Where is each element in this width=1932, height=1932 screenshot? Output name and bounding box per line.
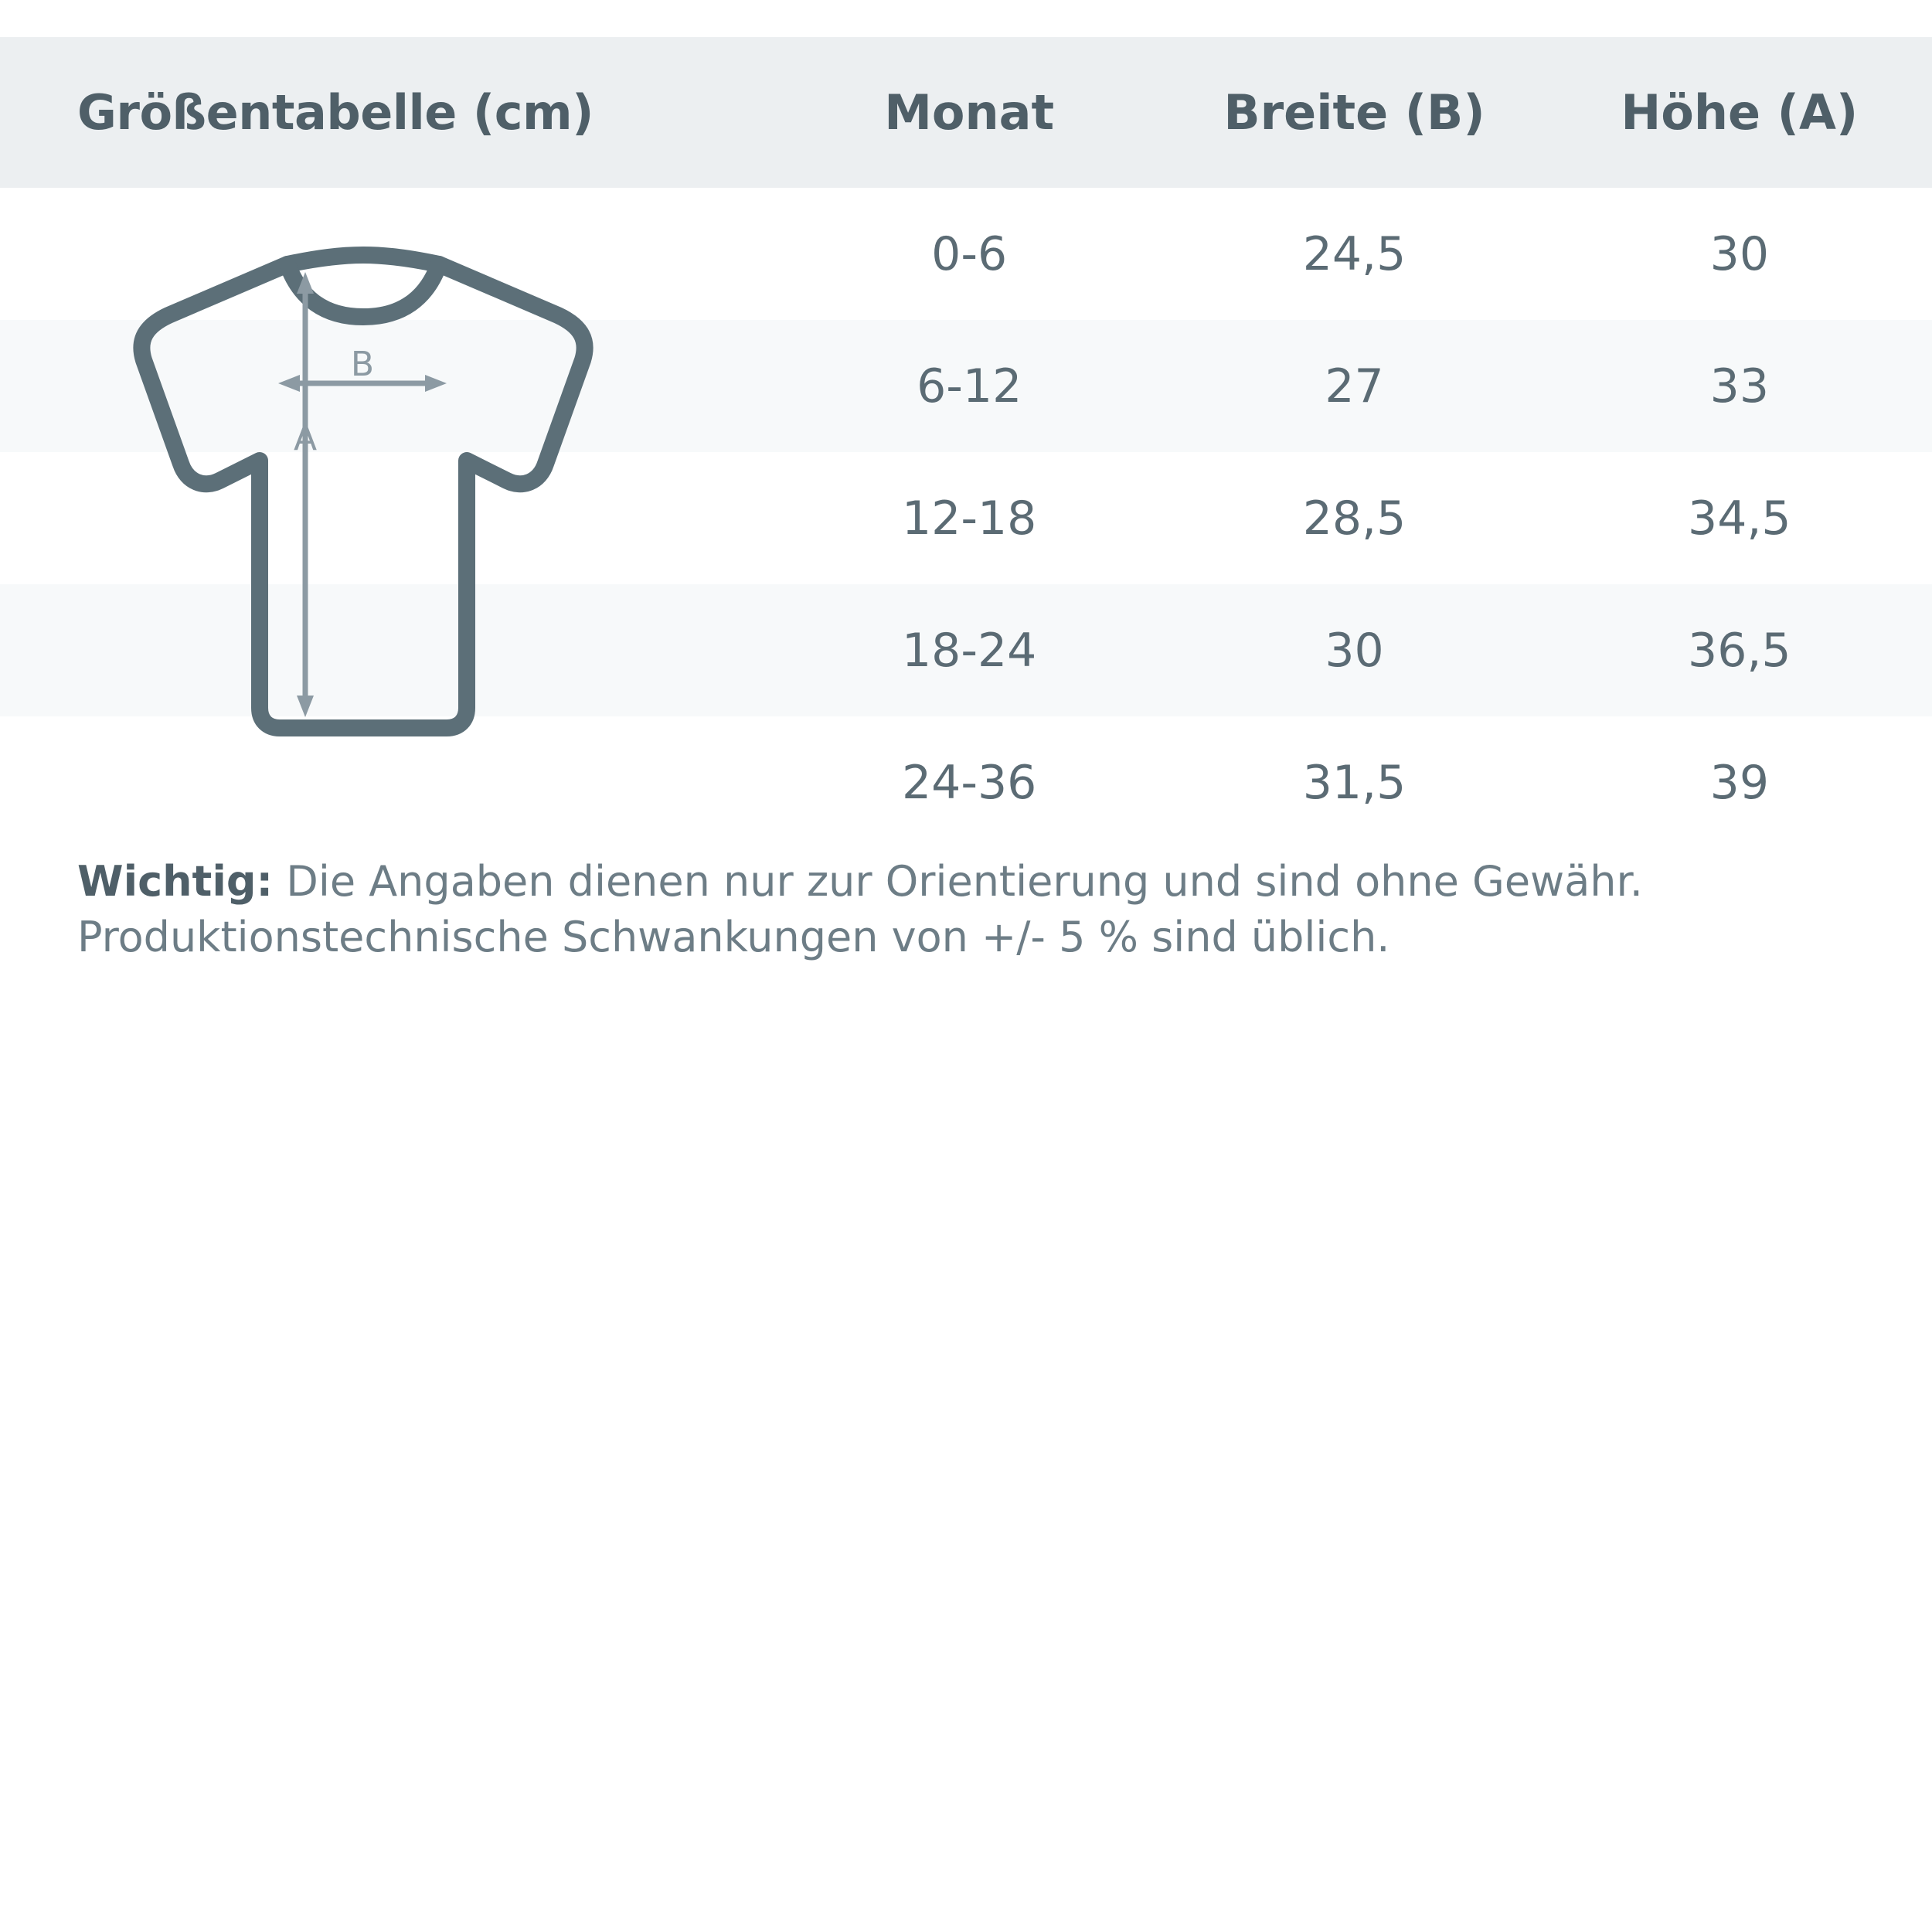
disclaimer-strong: Wichtig: — [77, 857, 274, 906]
table-header-row — [0, 37, 1932, 188]
width-label-b: B — [350, 345, 375, 384]
column-header-hoehe: Höhe (A) — [1621, 84, 1859, 141]
cell-monat: 6-12 — [917, 359, 1022, 413]
cell-monat: 24-36 — [901, 755, 1037, 810]
cell-monat: 12-18 — [901, 491, 1037, 546]
page-title: Größentabelle (cm) — [77, 84, 594, 141]
cell-hoehe: 39 — [1709, 755, 1769, 810]
disclaimer-note — [77, 854, 1878, 965]
cell-monat: 0-6 — [931, 226, 1008, 281]
disclaimer-text: Die Angaben dienen nur zur Orientierung und sind ohne Gewähr. Produktionstechnische Schwankungen von +/- 5 % sind üblich. — [77, 857, 1643, 961]
cell-hoehe: 33 — [1709, 359, 1769, 413]
cell-breite: 28,5 — [1302, 491, 1406, 546]
cell-hoehe: 30 — [1709, 226, 1769, 281]
height-label-a: A — [293, 419, 318, 458]
cell-monat: 18-24 — [901, 623, 1037, 678]
column-header-monat: Monat — [884, 84, 1055, 141]
tshirt-diagram — [85, 232, 750, 788]
cell-breite: 31,5 — [1302, 755, 1406, 810]
cell-breite: 27 — [1325, 359, 1384, 413]
cell-hoehe: 36,5 — [1688, 623, 1791, 678]
cell-breite: 30 — [1325, 623, 1384, 678]
column-header-breite: Breite (B) — [1223, 84, 1485, 141]
cell-breite: 24,5 — [1302, 226, 1406, 281]
cell-hoehe: 34,5 — [1688, 491, 1791, 546]
